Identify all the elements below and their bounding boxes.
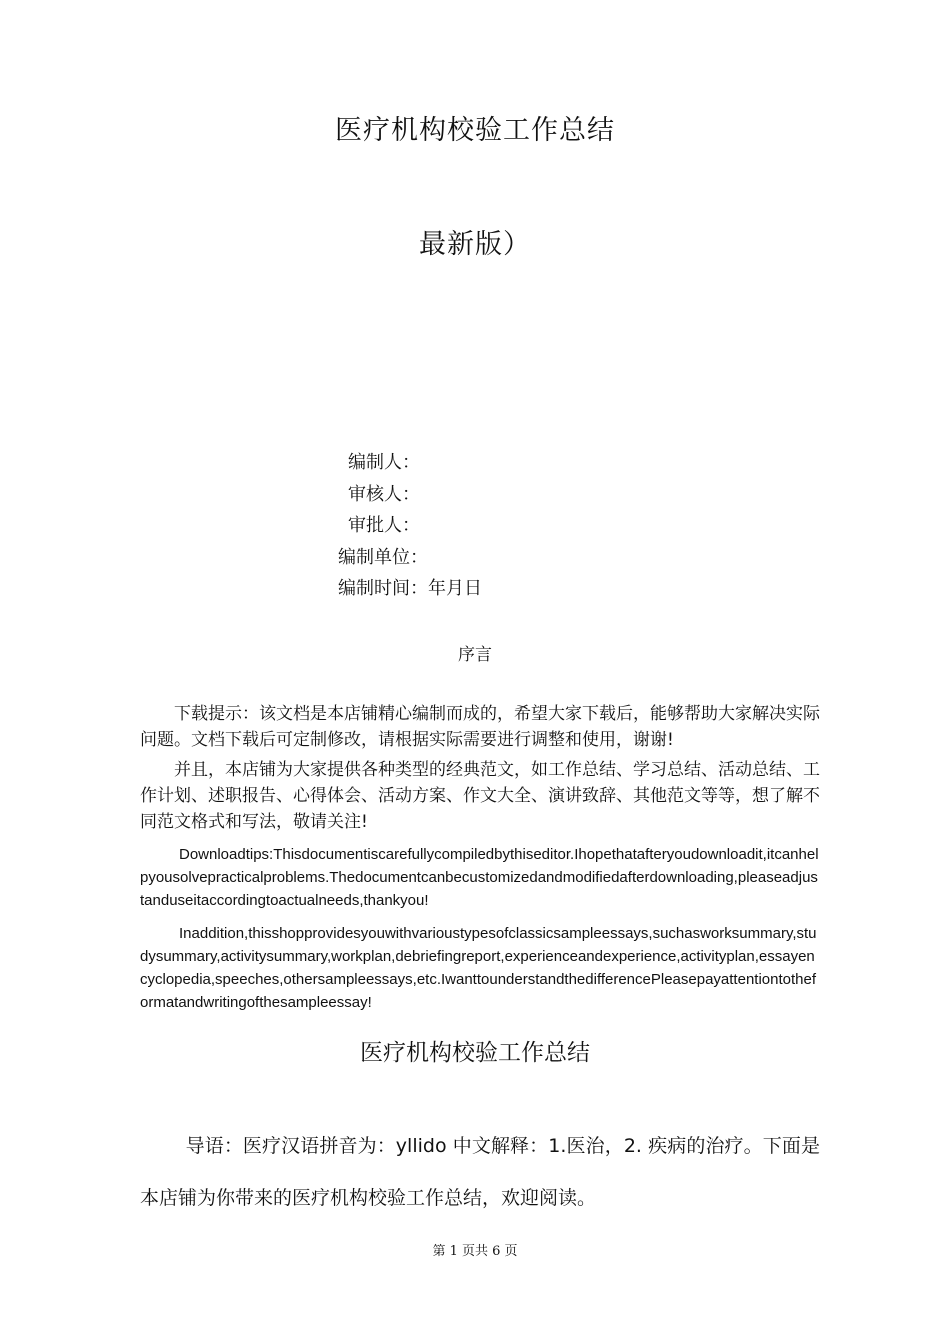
time-field: 编制时间：年月日: [338, 578, 482, 599]
unit-field: 编制单位：: [338, 547, 428, 568]
compiler-field: 编制人：: [348, 452, 420, 473]
preface-en-paragraph: Downloadtips:Thisdocumentiscarefullycompiledbythiseditor.Ihopethatafteryoudownloadit,itcanhelpyousolvepracticalproblems.Thedocumentcanbecustomizedandmodifiedafterdownloading,pleaseadjustanduseitaccordingtoactualneeds,thankyou!: [140, 846, 819, 909]
section-heading: 医疗机构校验工作总结: [360, 1040, 590, 1066]
reviewer-field: 审核人：: [348, 484, 420, 505]
page-number: 第 1 页共 6 页: [432, 1244, 518, 1259]
document-title: 医疗机构校验工作总结: [335, 115, 615, 146]
preface-en-paragraph: Inaddition,thisshopprovidesyouwithvarioustypesofclassicsampleessays,suchasworksummary,studysummary,activitysummary,workplan,debriefingreport,experienceandexperience,activityplan,essayencyclopedia,speeches,othersampleessays,etc.IwanttounderstandthedifferencePleasepayattentiontotheformatandwritingofthesampleessay!: [140, 925, 817, 1011]
lead-paragraph: 导语：医疗汉语拼音为：yllido 中文解释：1.医治，2. 疾病的治疗。下面是本店铺为你带来的医疗机构校验工作总结，欢迎阅读。: [140, 1135, 820, 1209]
approver-field: 审批人：: [348, 515, 420, 536]
preface-heading: 序言: [458, 645, 492, 665]
document-subtitle: 最新版）: [419, 229, 531, 260]
preface-cn-paragraph: 下载提示：该文档是本店铺精心编制而成的，希望大家下载后，能够帮助大家解决实际问题。文档下载后可定制修改，请根据实际需要进行调整和使用，谢谢!: [140, 704, 820, 750]
preface-cn-paragraph: 并且，本店铺为大家提供各种类型的经典范文，如工作总结、学习总结、活动总结、工作计划、述职报告、心得体会、活动方案、作文大全、演讲致辞、其他范文等等，想了解不同范文格式和写法，敬请关注!: [140, 760, 820, 832]
